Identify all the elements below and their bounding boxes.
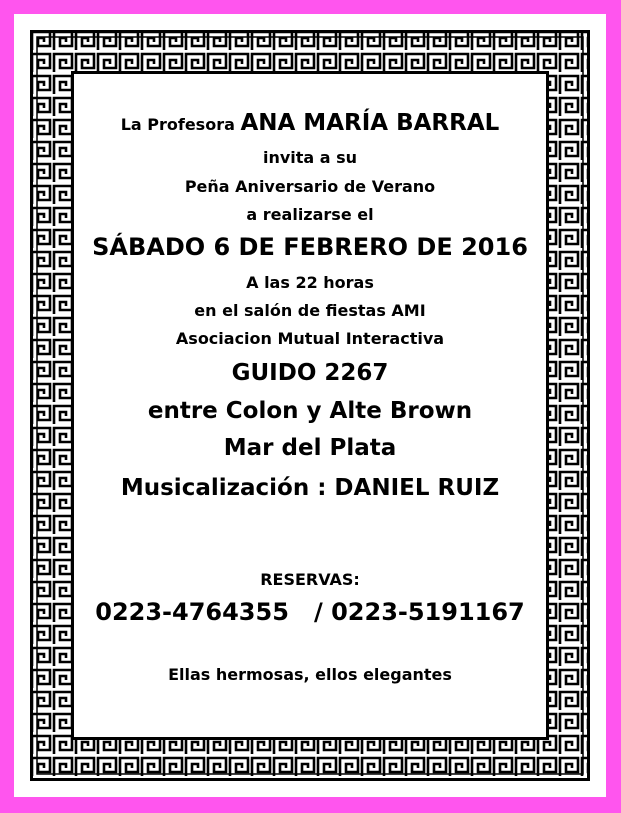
event-date: SÁBADO 6 DE FEBRERO DE 2016 [92,233,528,261]
host-name: ANA MARÍA BARRAL [240,110,500,136]
dress-code: Ellas hermosas, ellos elegantes [168,665,452,684]
cross-streets: entre Colon y Alte Brown [147,398,473,424]
host-prefix: La Profesora [120,115,235,134]
event-time: A las 22 horas [246,273,374,292]
venue-full-name: Asociacion Mutual Interactiva [175,329,445,348]
address: GUIDO 2267 [231,360,389,386]
reservations-label: RESERVAS: [260,570,360,589]
realizarse-line: a realizarse el [246,205,374,224]
invite-line: invita a su [262,148,358,167]
invitation-card [14,14,606,797]
reservation-phones: 0223-4764355 / 0223-5191167 [95,598,525,626]
music-credit: Musicalización : DANIEL RUIZ [120,475,500,501]
event-name: Peña Aniversario de Verano [184,177,436,196]
city: Mar del Plata [223,435,397,461]
venue-line: en el salón de fiestas AMI [194,301,426,320]
host-line [14,110,606,136]
